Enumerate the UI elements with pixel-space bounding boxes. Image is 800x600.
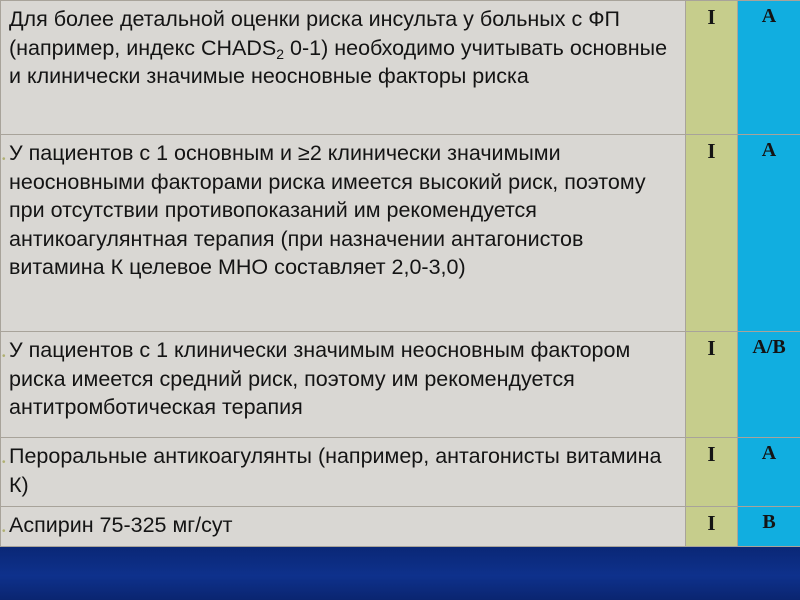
table-row [1,507,800,547]
recommendation-text-cell [1,507,686,547]
evidence-level-cell: B [738,507,800,547]
table-row [1,1,800,135]
bullet-icon: • [2,526,6,537]
recommendation-text-cell [1,1,686,135]
evidence-level-cell: A [738,438,800,507]
bullet-icon: • [2,457,6,468]
evidence-level-cell: A [738,1,800,135]
bullet-icon: • [2,154,6,165]
recommendation-class-cell: I [686,507,738,547]
recommendation-class-cell: I [686,332,738,438]
table-row [1,135,800,332]
recommendation-class-cell: I [686,135,738,332]
evidence-level-cell: A/B [738,332,800,438]
recommendation-class-cell: I [686,1,738,135]
recommendation-text: Аспирин 75-325 мг/сут [9,513,233,537]
recommendation-text: У пациентов с 1 клинически значимым неосновным фактором риска имеется средний риск, поэтому им рекомендуется антитромботическая терапия [9,338,631,419]
recommendation-text: Для более детальной оценки риска инсульта у больных с ФП (например, индекс CHADS [9,7,620,60]
recommendation-subscript: 2 [276,45,285,62]
recommendation-class-cell: I [686,438,738,507]
recommendation-text-cell [1,135,686,332]
table-row [1,332,800,438]
bullet-icon: • [2,351,6,362]
slide-background-footer [0,546,800,600]
table-row [1,438,800,507]
recommendation-text-continued: 0-1) необходимо учитывать основные и клинически значимые неосновные факторы риска [9,35,668,88]
evidence-level-cell: A [738,135,800,332]
recommendation-text: У пациентов с 1 основным и ≥2 клинически значимыми неосновными факторами риска имеется высокий риск, поэтому при отсутствии противопоказаний им рекомендуется антикоагулянтная терапия (при назначении антагонистов витамина К целевое МНО составляет 2,0-3,0) [9,141,646,279]
recommendation-text-cell [1,332,686,438]
recommendation-text-cell [1,438,686,507]
recommendation-text: Пероральные антикоагулянты (например, антагонисты витамина К) [9,444,662,497]
